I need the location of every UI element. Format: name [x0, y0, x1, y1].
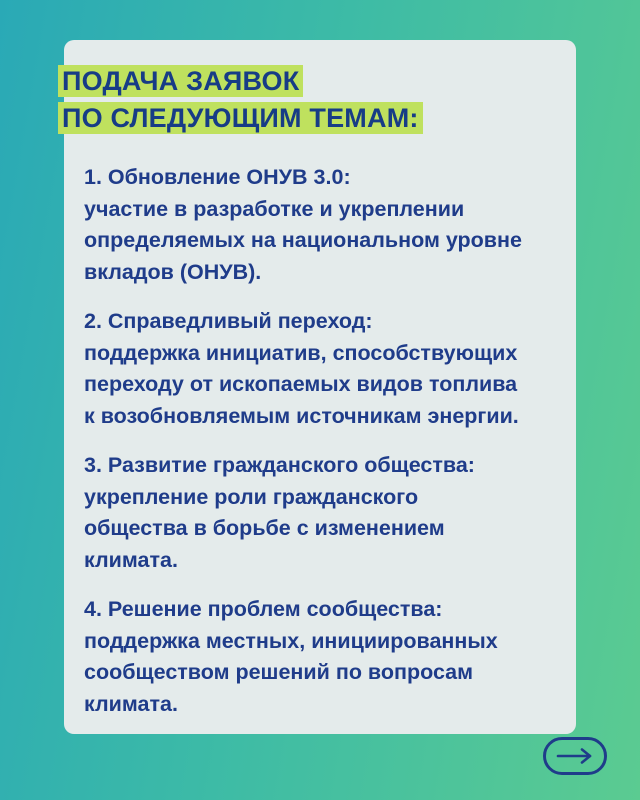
topic-item-4	[84, 594, 564, 720]
title-line-1: ПОДАЧА ЗАЯВОК	[58, 65, 303, 97]
topic-text-line: поддержка инициатив, способствующих	[84, 340, 518, 365]
topic-text-line: к возобновляемым источникам энергии.	[84, 403, 519, 428]
next-button[interactable]	[543, 737, 607, 775]
topic-heading: 1. Обновление ОНУВ 3.0:	[84, 165, 351, 189]
topic-text-line: общества в борьбе с изменением	[84, 516, 445, 540]
topic-text-line: климата.	[84, 547, 178, 572]
topic-text-line: укрепление роли гражданского	[84, 484, 419, 509]
topic-text-line: участие в разработке и укреплении	[84, 196, 465, 221]
topic-text-line: поддержка местных, инициированных	[84, 628, 498, 653]
topic-heading: 4. Решение проблем сообщества:	[84, 597, 443, 621]
arrow-right-icon	[555, 747, 595, 765]
topic-text-line: сообществом решений по вопросам	[84, 660, 474, 684]
topic-text-line: определяемых на национальном уровне	[84, 228, 522, 252]
topic-text-line: климата.	[84, 691, 178, 716]
topic-text-line: переходу от ископаемых видов топлива	[84, 372, 518, 396]
topic-item-2	[84, 306, 564, 432]
topics-list	[84, 162, 564, 738]
topic-text-line: вкладов (ОНУВ).	[84, 259, 262, 284]
title-line-2: ПО СЛЕДУЮЩИМ ТЕМАМ:	[58, 102, 423, 134]
topic-heading: 2. Справедливый переход:	[84, 309, 373, 333]
topic-item-1	[84, 162, 564, 288]
topic-item-3	[84, 450, 564, 576]
topic-heading: 3. Развитие гражданского общества:	[84, 453, 475, 477]
